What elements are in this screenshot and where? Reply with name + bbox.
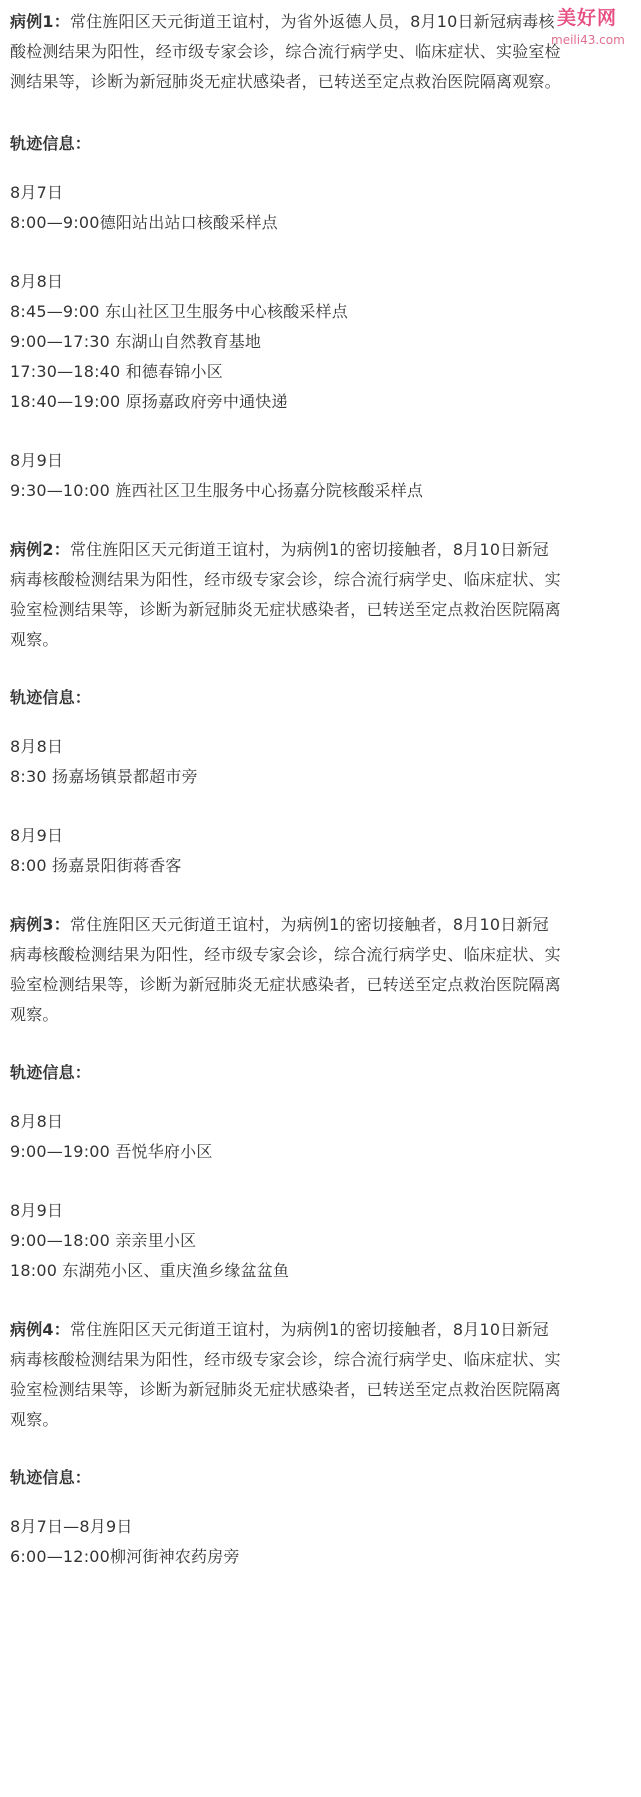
case-description-line xyxy=(10,975,630,995)
case-description-line xyxy=(10,1005,630,1025)
case-description-line xyxy=(10,600,630,620)
case-description-line xyxy=(10,1380,630,1400)
track-info-heading: 轨迹信息： xyxy=(10,134,92,153)
track-info-heading: 轨迹信息： xyxy=(10,1063,92,1082)
case-description-text: 观察。 xyxy=(10,1005,59,1024)
track-item: 8:30 扬嘉场镇景都超市旁 xyxy=(10,767,198,786)
case-description-text: 验室检测结果等，诊断为新冠肺炎无症状感染者，已转送至定点救治医院隔离 xyxy=(10,975,561,994)
track-info-heading: 轨迹信息： xyxy=(10,1468,92,1487)
track-date: 8月7日—8月9日 xyxy=(10,1517,133,1536)
case-description-line xyxy=(10,1320,630,1340)
watermark-url: meili43.com xyxy=(551,33,625,47)
track-item: 17:30—18:40 和德春锦小区 xyxy=(10,362,223,381)
track-item: 18:00 东湖苑小区、重庆渔乡缘盆盆鱼 xyxy=(10,1261,290,1280)
case-description-line xyxy=(10,540,630,560)
track-item: 9:30—10:00 旌西社区卫生服务中心扬嘉分院核酸采样点 xyxy=(10,481,424,500)
track-date: 8月7日 xyxy=(10,183,64,202)
track-item: 9:00—19:00 吾悦华府小区 xyxy=(10,1142,213,1161)
case-label: 病例4： xyxy=(10,1320,70,1339)
case-description-line xyxy=(10,630,630,650)
track-date: 8月9日 xyxy=(10,1201,64,1220)
case-description-line xyxy=(10,945,630,965)
case-description-text: 测结果等，诊断为新冠肺炎无症状感染者，已转送至定点救治医院隔离观察。 xyxy=(10,72,561,91)
case-label: 病例2： xyxy=(10,540,70,559)
case-description-line xyxy=(10,570,630,590)
track-item: 9:00—17:30 东湖山自然教育基地 xyxy=(10,332,262,351)
track-date: 8月9日 xyxy=(10,451,64,470)
track-item: 9:00—18:00 亲亲里小区 xyxy=(10,1231,197,1250)
track-item: 8:00—9:00德阳站出站口核酸采样点 xyxy=(10,213,278,232)
track-date: 8月8日 xyxy=(10,737,64,756)
track-item: 8:45—9:00 东山社区卫生服务中心核酸采样点 xyxy=(10,302,348,321)
case-description-text: 验室检测结果等，诊断为新冠肺炎无症状感染者，已转送至定点救治医院隔离 xyxy=(10,1380,561,1399)
case-description-line xyxy=(10,12,630,32)
track-date: 8月8日 xyxy=(10,1112,64,1131)
case-label: 病例1： xyxy=(10,12,70,31)
track-item: 8:00 扬嘉景阳街蒋香客 xyxy=(10,856,182,875)
track-date: 8月9日 xyxy=(10,826,64,845)
case-description-text: 病毒核酸检测结果为阳性，经市级专家会诊，综合流行病学史、临床症状、实 xyxy=(10,1350,561,1369)
track-info-heading: 轨迹信息： xyxy=(10,688,92,707)
case-description-text: 观察。 xyxy=(10,1410,59,1429)
case-description-text: 酸检测结果为阳性，经市级专家会诊，综合流行病学史、临床症状、实验室检 xyxy=(10,42,561,61)
case-description-text: 常住旌阳区天元街道王谊村，为省外返德人员，8月10日新冠病毒核 xyxy=(69,12,555,31)
track-item: 18:40—19:00 原扬嘉政府旁中通快递 xyxy=(10,392,288,411)
case-description-text: 病毒核酸检测结果为阳性，经市级专家会诊，综合流行病学史、临床症状、实 xyxy=(10,945,561,964)
case-description-text: 常住旌阳区天元街道王谊村，为病例1的密切接触者，8月10日新冠 xyxy=(69,1320,549,1339)
case-description-line xyxy=(10,72,630,92)
track-date: 8月8日 xyxy=(10,272,64,291)
case-description-text: 常住旌阳区天元街道王谊村，为病例1的密切接触者，8月10日新冠 xyxy=(69,540,549,559)
case-description-line xyxy=(10,42,630,62)
case-description-text: 观察。 xyxy=(10,630,59,649)
track-item: 6:00—12:00柳河街神农药房旁 xyxy=(10,1547,240,1566)
case-description-text: 病毒核酸检测结果为阳性，经市级专家会诊，综合流行病学史、临床症状、实 xyxy=(10,570,561,589)
case-description-line xyxy=(10,915,630,935)
case-description-line xyxy=(10,1350,630,1370)
watermark-site-name: 美好网 xyxy=(557,7,618,29)
case-description-text: 常住旌阳区天元街道王谊村，为病例1的密切接触者，8月10日新冠 xyxy=(69,915,549,934)
case-description-line xyxy=(10,1410,630,1430)
case-label: 病例3： xyxy=(10,915,70,934)
case-description-text: 验室检测结果等，诊断为新冠肺炎无症状感染者，已转送至定点救治医院隔离 xyxy=(10,600,561,619)
